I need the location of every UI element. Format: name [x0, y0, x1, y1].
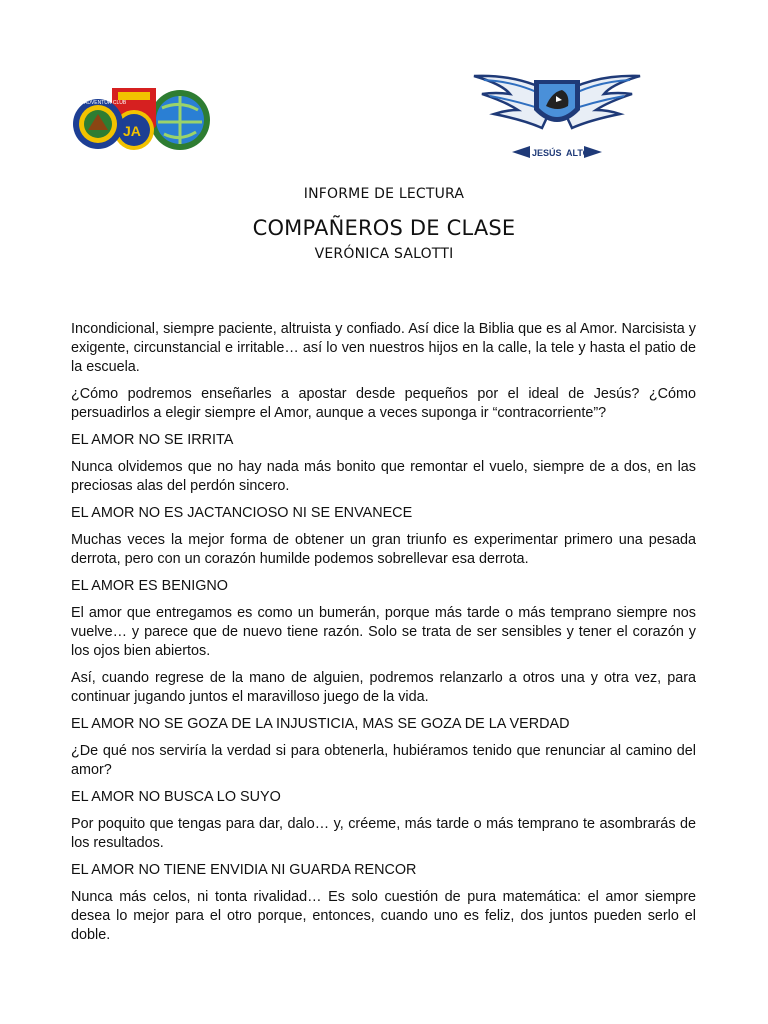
- paragraph: Así, cuando regrese de la mano de alguien, podremos relanzarlo a otros una y otra vez, para continuar jugando juntos el maravilloso juego de la vida.: [71, 670, 696, 705]
- section-heading: EL AMOR NO BUSCA LO SUYO: [71, 789, 281, 805]
- section-heading: EL AMOR ES BENIGNO: [71, 578, 229, 594]
- section-heading: EL AMOR NO SE GOZA DE LA INJUSTICIA, MAS SE GOZA DE LA VERDAD: [71, 716, 570, 732]
- paragraph: El amor que entregamos es como un bumerán, porque más tarde o más temprano siempre nos vuelve… y parece que de nuevo tiene razón. Solo se trata de ser sensibles y tener el corazón y los ojos bien abiertos.: [71, 605, 696, 659]
- document-header: [0, 186, 768, 262]
- document-title: COMPAÑEROS DE CLASE: [252, 216, 516, 240]
- paragraph: Nunca olvidemos que no hay nada más bonito que remontar el vuelo, siempre de a dos, en las preciosas alas del perdón sincero.: [71, 459, 696, 494]
- paragraph: ¿De qué nos serviría la verdad si para obtenerla, hubiéramos tenido que renunciar al camino del amor?: [71, 743, 696, 778]
- paragraph: ¿Cómo podremos enseñarles a apostar desde pequeños por el ideal de Jesús? ¿Cómo persuadirlos a elegir siempre el Amor, aunque a veces suponga ir “contracorriente”?: [71, 386, 696, 421]
- badge-tagline-left: JESÚS: [532, 148, 562, 158]
- club-label: ADVENTUR CLUB: [84, 100, 127, 106]
- section-heading: EL AMOR NO TIENE ENVIDIA NI GUARDA RENCOR: [71, 862, 417, 878]
- section-heading: EL AMOR NO SE IRRITA: [71, 432, 234, 448]
- paragraph: Por poquito que tengas para dar, dalo… y, créeme, más tarde o más temprano te asombrarás de los resultados.: [71, 816, 696, 851]
- adventurer-club-emblem-icon: [72, 80, 212, 160]
- author-name: VERÓNICA SALOTTI: [314, 246, 454, 262]
- paragraph: Nunca más celos, ni tonta rivalidad… Es solo cuestión de pura matemática: el amor siempre desea lo mejor para el otro porque, entonces, cuando uno es feliz, dos juntos pueden serlo el doble.: [71, 889, 696, 943]
- winged-badge-icon: [472, 66, 642, 162]
- section-heading: EL AMOR NO ES JACTANCIOSO NI SE ENVANECE: [71, 505, 413, 521]
- logo-bar: [0, 0, 768, 170]
- paragraph: Incondicional, siempre paciente, altruista y confiado. Así dice la Biblia que es al Amor. Narcisista y exigente, circunstancial e irritable… así lo ven nuestros hijos en la calle, la tele y hasta el patio de la escuela.: [71, 321, 696, 375]
- paragraph: Muchas veces la mejor forma de obtener un gran triunfo es experimentar primero una pesada derrota, pero con un corazón humilde podemos sobrellevar esa derrota.: [71, 532, 696, 567]
- badge-tagline-right: ALTO: [566, 148, 590, 158]
- document-body: [71, 320, 696, 953]
- report-kicker: INFORME DE LECTURA: [303, 186, 465, 202]
- ja-badge-text: JA: [123, 123, 141, 139]
